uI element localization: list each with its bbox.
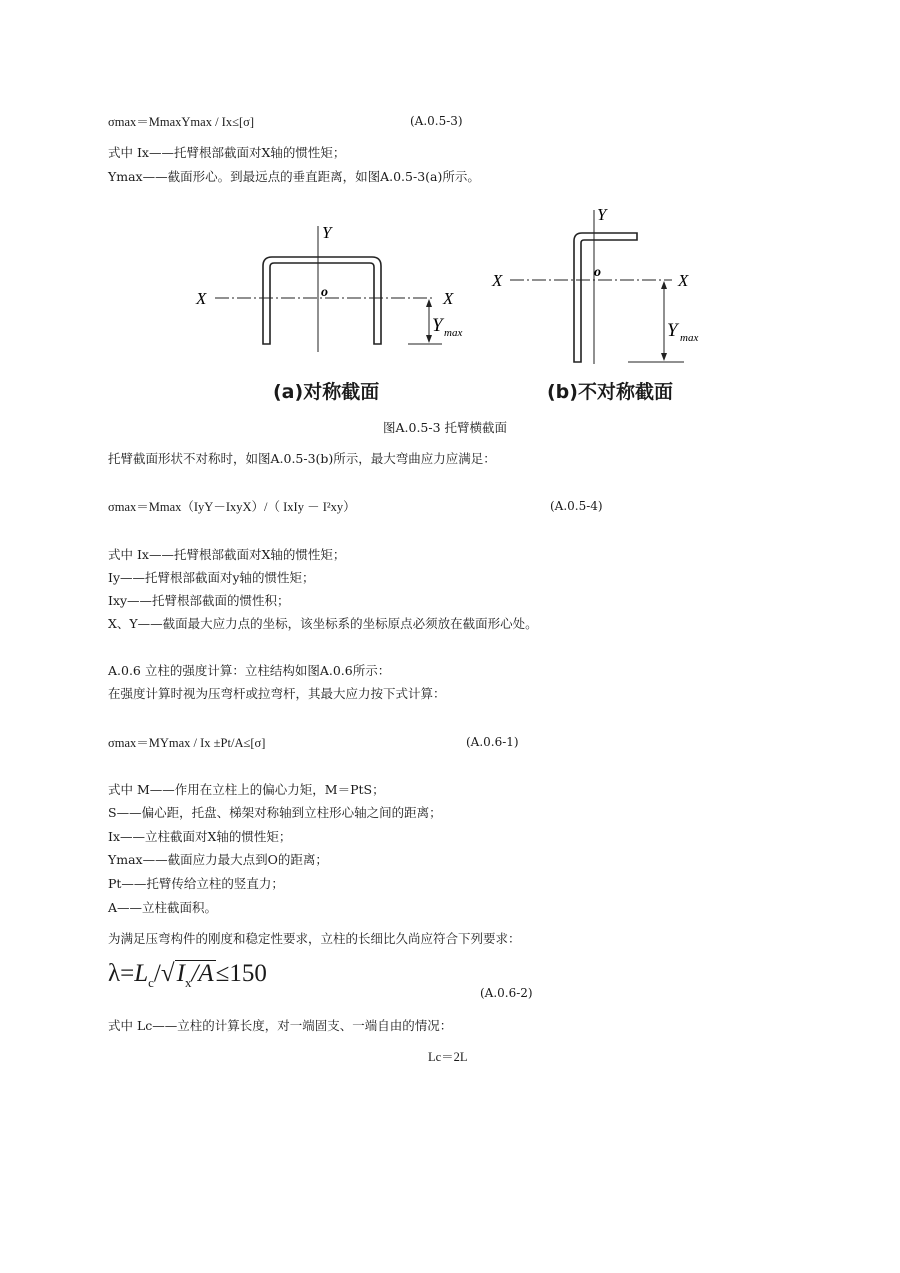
ymax-arrow-up (661, 281, 667, 289)
equation-number: (A.0.6-1) (466, 735, 519, 749)
lc-subscript: c (148, 975, 154, 990)
definition-line: 式中 M——作用在立柱上的偏心力矩，M＝PtS； (108, 782, 385, 797)
origin-label: o (594, 265, 601, 280)
ix-symbol: I (176, 960, 185, 987)
area-term: /A (191, 960, 214, 987)
definition-line: 式中 Ix——托臂根部截面对X轴的惯性矩； (108, 547, 346, 562)
paragraph: 为满足压弯构件的刚度和稳定性要求，立柱的长细比久尚应符合下列要求： (108, 931, 521, 946)
paragraph: 托臂截面形状不对称时，如图A.0.5-3(b)所示，最大弯曲应力应满足： (108, 451, 496, 466)
definition-line: Ymax——截面应力最大点到O的距离； (108, 852, 328, 867)
equation-number: (A.0.5-3) (410, 114, 463, 128)
definition-line: X、Y——截面最大应力点的坐标，该坐标系的坐标原点必须放在截面形心处。 (108, 616, 538, 631)
slash: / (153, 960, 161, 987)
lc-equation: Lc＝2L (428, 1050, 468, 1064)
ymax-sub-label: max (680, 332, 699, 344)
limit-value: ≤150 (215, 960, 267, 987)
formula-a061: σmax＝MYmax / Ix ±Pt/A≤[σ] (108, 736, 266, 750)
ymax-label: Y (432, 315, 443, 336)
definition-line: A——立柱截面积。 (108, 900, 218, 915)
definition-line: 式中 Lc——立柱的计算长度，对一端固支、一端自由的情况： (108, 1018, 453, 1033)
caption-symmetric: (a)对称截面 (273, 381, 380, 403)
channel-outline (263, 257, 381, 344)
definition-line: Iy——托臂根部截面对y轴的惯性矩； (108, 570, 315, 585)
asymmetric-section (491, 205, 698, 364)
angle-outline (574, 233, 637, 362)
equation-number: (A.0.5-4) (550, 499, 603, 513)
origin-label: o (321, 285, 328, 300)
ymax-sub-label: max (444, 327, 463, 339)
paragraph: 在强度计算时视为压弯杆或拉弯杆，其最大应力按下式计算： (108, 686, 446, 701)
lambda-lhs: λ= (108, 960, 135, 987)
ymax-arrow-up (426, 299, 432, 307)
definition-line: Pt——托臂传给立柱的竖直力； (108, 876, 284, 891)
definition-line: Ymax——截面形心。到最远点的垂直距离，如图A.0.5-3(a)所示。 (108, 169, 480, 184)
sqrt-sign: √ (160, 960, 175, 987)
equation-number: (A.0.6-2) (480, 986, 533, 1000)
formula-a062 (108, 960, 267, 996)
definition-line: Ixy——托臂根部截面的惯性积； (108, 593, 290, 608)
definition-line: Ix——立柱截面对X轴的惯性矩； (108, 829, 292, 844)
section-heading: A.0.6 立柱的强度计算：立柱结构如图A.0.6所示： (108, 663, 391, 678)
ymax-arrow-down (426, 335, 432, 343)
formula-a054: σmax＝Mmax（IyY－IxyX）/（ IxIy － I²xy） (108, 500, 356, 514)
figure-title: 图A.0.5-3 托臂横截面 (383, 420, 508, 435)
ymax-label: Y (667, 320, 678, 341)
axis-x-left: X (492, 271, 503, 290)
symmetric-section (195, 223, 462, 352)
caption-asymmetric: (b)不对称截面 (547, 381, 673, 403)
axis-x-right: X (443, 289, 454, 308)
definition-line: 式中 Ix——托臂根部截面对X轴的惯性矩； (108, 145, 346, 160)
axis-x-right: X (678, 271, 689, 290)
radicand (175, 960, 216, 996)
cross-section-figure (0, 196, 900, 456)
axis-y-label: Y (322, 223, 332, 242)
ymax-arrow-down (661, 353, 667, 361)
axis-y-label: Y (597, 205, 607, 224)
axis-x-left: X (196, 289, 207, 308)
definition-line: S——偏心距，托盘、梯架对称轴到立柱形心轴之间的距离； (108, 805, 442, 820)
ix-subscript: x (184, 975, 192, 990)
formula-a053: σmax＝MmaxYmax / Ix≤[σ] (108, 115, 255, 129)
lc-symbol: L (134, 960, 149, 987)
